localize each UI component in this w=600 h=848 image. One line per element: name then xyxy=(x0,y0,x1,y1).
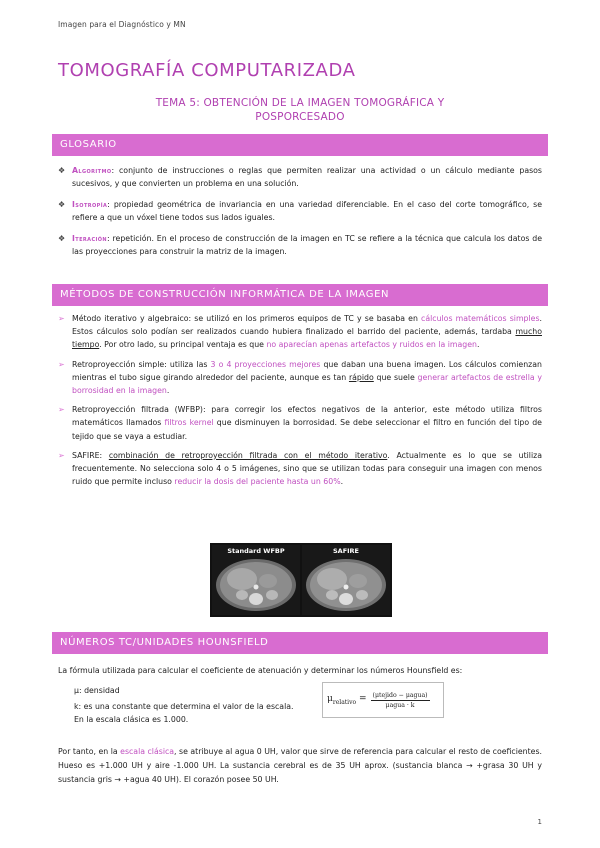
glossary-definition: : conjunto de instrucciones o reglas que permiten realizar una actividad o un cálculo mediante pasos sucesivos, y que convierten un problema en una solución. xyxy=(72,166,542,188)
page-number: 1 xyxy=(537,818,542,826)
formula-symbol: μ xyxy=(327,694,333,705)
ct-scan-wfbp xyxy=(212,545,300,615)
formula-denominator: μagua · k xyxy=(385,701,415,709)
diamond-bullet-icon: ❖ xyxy=(58,166,66,175)
methods-list xyxy=(58,312,542,494)
underlined-text: mucho tiempo xyxy=(72,327,542,350)
underlined-text: rápido xyxy=(348,372,374,382)
text-run: . xyxy=(166,386,170,396)
glossary-definition: : propiedad geométrica de invariancia en una variedad diferenciable. En el caso del corte tomográfico, se refiere a que un vóxel tiene todos sus lados iguales. xyxy=(72,200,542,222)
page-subtitle: TEMA 5: OBTENCIÓN DE LA IMAGEN TOMOGRÁFICA Y POSPORCESADO xyxy=(155,97,445,123)
text-run: . Actualmente es lo que se utiliza frecuentemente. No selecciona solo 4 o 5 imágenes, sino que se utilizan todas para conseguir una imagen con menos ruido que permite incluso xyxy=(72,450,542,487)
text-run: Por tanto, en la xyxy=(58,747,121,756)
formula-equals: = xyxy=(358,694,367,705)
diamond-bullet-icon: ❖ xyxy=(58,234,66,243)
underlined-text: combinación de retroproyección filtrada con el método iterativo xyxy=(108,450,388,460)
text-run: que disminuyen la borrosidad. Se debe seleccionar el filtro en función del tipo de tejido que se vaya a estudiar. xyxy=(72,418,542,441)
section-heading-metodos: MÉTODOS DE CONSTRUCCIÓN INFORMÁTICA DE LA IMAGEN xyxy=(52,284,548,306)
highlight-text: filtros kernel xyxy=(164,418,214,428)
diamond-bullet-icon: ❖ xyxy=(58,200,66,209)
glossary-item xyxy=(58,198,542,224)
highlight-text: 3 o 4 proyecciones mejores xyxy=(210,359,321,369)
formula-definitions xyxy=(74,684,304,729)
chevron-right-icon: ➢ xyxy=(58,450,65,460)
glossary-term: Iteración xyxy=(72,234,108,243)
glossary-definition: : repetición. En el proceso de construcción de la imagen en TC se refiere a la técnica que calcula los datos de las proyecciones para construir la matriz de la imagen. xyxy=(72,234,542,256)
text-run: . Estos cálculos solo podían ser realizados cuando hubiera finalizado el barrido del paciente, además, tardaba xyxy=(72,314,542,337)
text-run: , se atribuye al agua 0 UH, valor que sirve de referencia para calcular el resto de coeficientes. Hueso es +1.000 UH y aire -1.000 UH. La sustancia cerebral es de 35 UH aprox. (sustancia blanca → +grasa 30 UH y sustancia gris → +agua 40 UH). El corazón posee 50 UH. xyxy=(58,747,543,784)
formula-numerator: (μtejido − μagua) xyxy=(372,691,428,699)
highlight-text: cálculos matemáticos simples xyxy=(421,314,540,323)
text-run: Retroproyección filtrada (WFBP): para corregir los efectos negativos de la anterior, este método utiliza filtros matemáticos llamados xyxy=(72,405,542,428)
section-heading-glosario: GLOSARIO xyxy=(52,134,548,156)
hounsfield-conclusion xyxy=(58,745,542,787)
glossary-item xyxy=(58,164,542,190)
page-title: TOMOGRAFÍA COMPUTARIZADA xyxy=(58,60,356,81)
text-run: Método iterativo y algebraico: se utilizó en los primeros equipos de TC y se basaba en xyxy=(72,314,422,323)
ct-label-wfbp: Standard WFBP xyxy=(227,547,285,555)
formula-lhs xyxy=(327,694,367,706)
hounsfield-intro: La fórmula utilizada para calcular el coeficiente de atenuación y determinar los números Hounsfield es: xyxy=(58,666,463,675)
formula-fraction xyxy=(371,692,430,709)
text-run: que suele xyxy=(373,372,418,382)
chevron-right-icon: ➢ xyxy=(58,359,65,369)
definition-mu: μ: densidad xyxy=(74,686,120,695)
text-run: que daban una buena imagen. Los cálculos comienzan mientras el tubo sigue girando alrededor del paciente, aunque es tan xyxy=(72,359,542,382)
text-run: . Por otro lado, su principal ventaja es que xyxy=(99,340,267,350)
running-header: Imagen para el Diagnóstico y MN xyxy=(58,20,186,29)
method-item-iterativo xyxy=(58,312,542,352)
method-item-retroproyeccion-simple xyxy=(58,358,542,398)
glossary-list xyxy=(58,164,542,266)
text-run: SAFIRE: xyxy=(72,450,109,460)
section-heading-hounsfield: NÚMEROS TC/UNIDADES HOUNSFIELD xyxy=(52,632,548,654)
glossary-item xyxy=(58,232,542,258)
attenuation-formula xyxy=(322,682,444,718)
formula-subscript: relativo xyxy=(332,698,357,706)
highlight-text: generar artefactos de estrella y borrosidad en la imagen xyxy=(72,372,543,396)
ct-scan-safire xyxy=(302,545,390,615)
chevron-right-icon: ➢ xyxy=(58,314,65,323)
chevron-right-icon: ➢ xyxy=(58,405,65,415)
method-item-safire xyxy=(58,449,542,489)
glossary-term: Isotropía xyxy=(72,200,108,209)
text-run: . xyxy=(340,477,344,487)
ct-scan-icon xyxy=(302,545,390,615)
highlight-text: escala clásica xyxy=(120,747,175,756)
ct-scan-icon xyxy=(212,545,300,615)
method-item-retroproyeccion-filtrada xyxy=(58,403,542,443)
glossary-term: Algoritmo xyxy=(72,166,112,175)
ct-comparison-image xyxy=(210,543,392,617)
text-run: . xyxy=(476,340,480,350)
highlight-text: no aparecían apenas artefactos y ruidos en la imagen xyxy=(266,340,477,350)
highlight-text: reducir la dosis del paciente hasta un 60% xyxy=(174,477,341,487)
text-run: Retroproyección simple: utiliza las xyxy=(72,359,211,369)
definition-k: k: es una constante que determina el valor de la escala. En la escala clásica es 1.000. xyxy=(74,702,294,724)
ct-label-safire: SAFIRE xyxy=(332,547,360,555)
